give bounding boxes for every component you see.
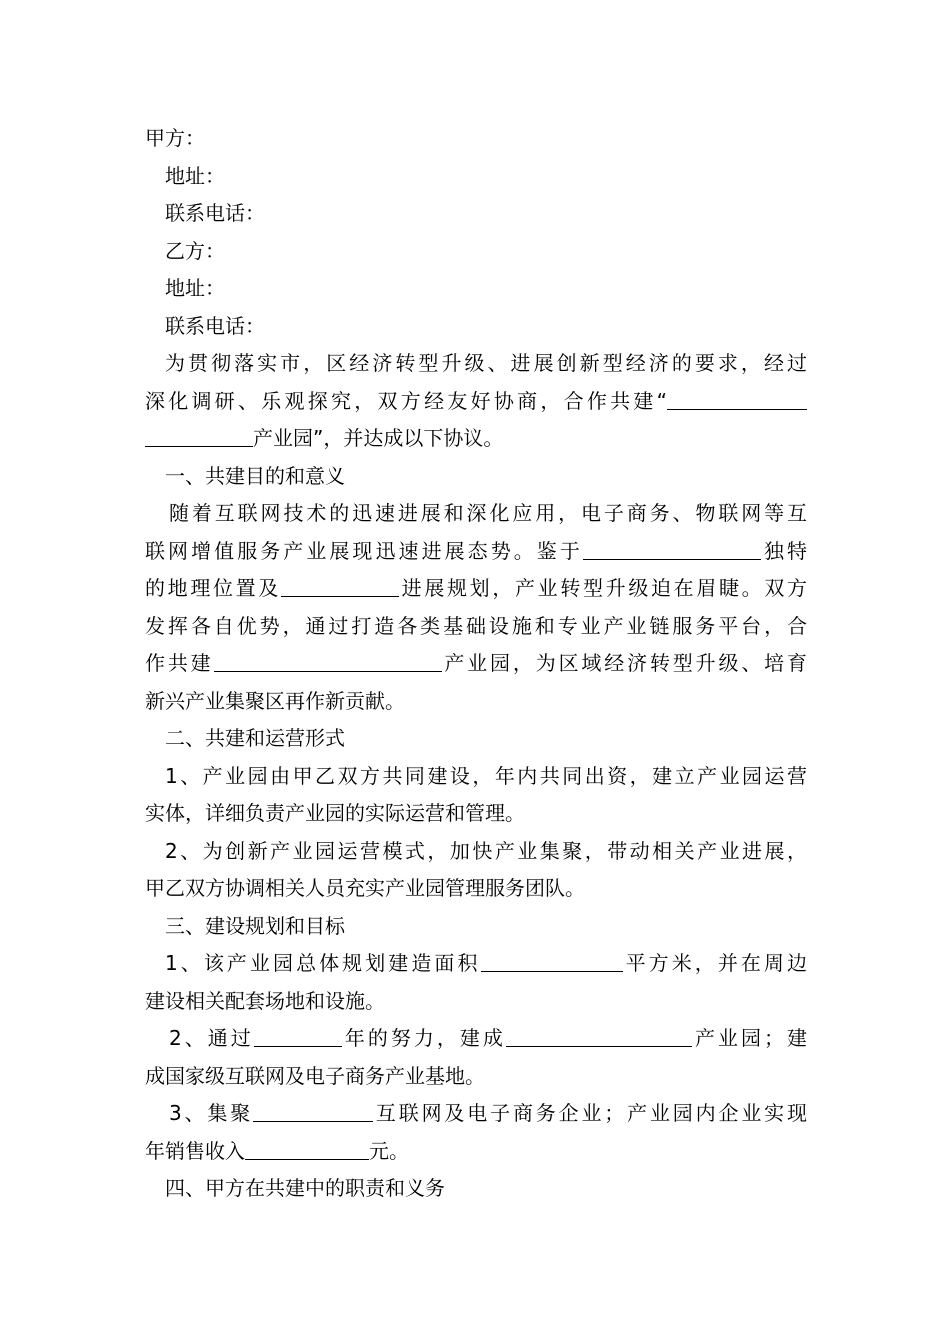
s3-p3-line-2 — [145, 1133, 807, 1171]
intro-line-2-text: 深化调研、乐观探究，双方经友好协商，合作共建“ — [145, 388, 667, 413]
s1-line-1: 随着互联网技术的迅速进展和深化应用，电子商务、物联网等互 — [169, 501, 807, 525]
s3-p2-text-b: 年的努力，建成 — [341, 1026, 506, 1050]
section-2-item-1 — [145, 758, 807, 833]
party-a-address-label: 地址： — [165, 163, 225, 188]
s3-p1-line-2: 建设相关配套场地和设施。 — [145, 988, 385, 1013]
s3-p3-line-1 — [145, 1095, 807, 1133]
s1-line-6: 新兴产业集聚区再作新贡献。 — [145, 688, 405, 713]
section-1-heading: 一、共建目的和意义 — [165, 463, 345, 488]
agreement-document — [145, 120, 807, 1208]
s1-line-2 — [145, 533, 807, 571]
s1-line-4: 发挥各自优势，通过打造各类基础设施和专业产业链服务平台，合 — [145, 613, 807, 638]
s3-p2-line-1 — [145, 1020, 807, 1058]
intro-paragraph — [145, 345, 807, 458]
section-4-heading: 四、甲方在共建中的职责和义务 — [165, 1176, 445, 1200]
plan-blank — [281, 574, 399, 597]
area-blank — [481, 949, 623, 972]
s3-p3-text-b: 互联网及电子商务企业；产业园内企业实现 — [373, 1101, 807, 1125]
s3-p2-text-a: 2、通过 — [169, 1026, 254, 1050]
s2-p2-line-1: 2、为创新产业园运营模式，加快产业集聚，带动相关产业进展， — [165, 838, 807, 863]
s1-line-5-text-b: 产业园，为区域经济转型升级、培育 — [441, 651, 808, 675]
years-blank — [254, 1024, 342, 1047]
party-a-label: 甲方： — [145, 126, 205, 150]
location-blank — [583, 537, 761, 560]
intro-line-2 — [145, 383, 807, 421]
s1-line-3-text-b: 进展规划，产业转型升级迫在眉睫。双方 — [399, 576, 807, 600]
section-2-item-2 — [145, 833, 807, 908]
park-name-blank-3 — [214, 649, 442, 672]
intro-line-3 — [145, 420, 807, 458]
section-3-item-3 — [145, 1095, 807, 1170]
park-name-blank-4 — [506, 1024, 692, 1047]
party-a-phone-label: 联系电话： — [165, 201, 265, 225]
intro-line-3-text: 产业园”，并达成以下协议。 — [253, 426, 504, 450]
section-2-heading: 二、共建和运营形式 — [165, 726, 345, 750]
park-name-blank-1 — [667, 387, 807, 410]
s1-line-2-text-b: 独特 — [760, 538, 808, 563]
s1-line-5-text-a: 作共建 — [145, 651, 214, 675]
s1-line-5 — [145, 645, 807, 683]
s3-p1-line-1 — [145, 945, 807, 983]
s3-p3-text-c: 年销售收入 — [145, 1138, 245, 1163]
s1-line-3-text-a: 的地理位置及 — [145, 576, 281, 600]
s3-p2-text-c: 产业园；建 — [691, 1026, 807, 1050]
section-3-heading: 三、建设规划和目标 — [165, 913, 345, 938]
company-count-blank — [253, 1099, 373, 1122]
s3-p3-text-a: 3、集聚 — [169, 1101, 254, 1125]
s2-p2-line-2: 甲乙双方协调相关人员充实产业园管理服务团队。 — [145, 876, 585, 900]
intro-line-1: 为贯彻落实市，区经济转型升级、进展创新型经济的要求，经过 — [165, 351, 807, 375]
section-3-item-2 — [145, 1020, 807, 1095]
party-b-address-label: 地址： — [165, 276, 225, 300]
party-b-label: 乙方： — [165, 238, 225, 263]
party-b-phone-label: 联系电话： — [165, 313, 265, 338]
revenue-blank — [245, 1137, 369, 1160]
s2-p1-line-1: 1、产业园由甲乙双方共同建设，年内共同出资，建立产业园运营 — [165, 763, 807, 788]
s3-p1-text-b: 平方米，并在周边 — [622, 951, 807, 975]
section-3-item-1 — [145, 945, 807, 1020]
s3-p2-line-2: 成国家级互联网及电子商务产业基地。 — [145, 1063, 485, 1088]
s1-line-3 — [145, 570, 807, 608]
park-name-blank-2 — [145, 424, 253, 447]
s2-p1-line-2: 实体，详细负责产业园的实际运营和管理。 — [145, 801, 525, 825]
s1-line-2-text-a: 联网增值服务产业展现迅速进展态势。鉴于 — [145, 538, 583, 563]
section-1-paragraph — [145, 495, 807, 720]
s3-p1-text-a: 1、该产业园总体规划建造面积 — [165, 951, 481, 975]
s3-p3-text-d: 元。 — [369, 1138, 409, 1163]
